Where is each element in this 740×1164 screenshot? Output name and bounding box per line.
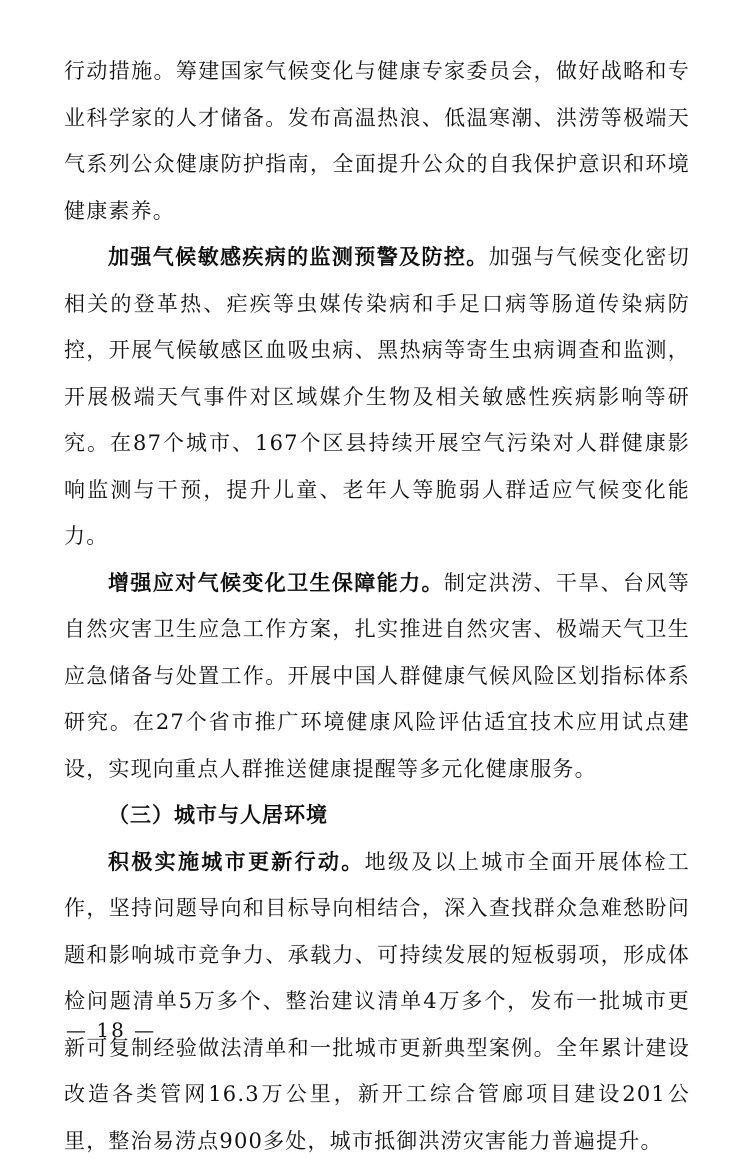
document-body xyxy=(64,48,690,1164)
paragraph-urban-renewal xyxy=(64,839,690,1164)
paragraph-text: 地级及以上城市全面开展体检工作，坚持问题导向和目标导向相结合，深入查找群众急难愁盼问题和影响城市竞争力、承载力、可持续发展的短板弱项，形成体检问题清单5万多个、整治建议清单4万多个，发布一批城市更新可复制经验做法清单和一批城市更新典型案例。全年累计建设改造各类管网16.3万公里，新开工综合管廊项目建设201公里，整治易涝点900多处，城市抵御洪涝灾害能力普遍提升。 xyxy=(64,850,690,1153)
paragraph-disease-monitoring xyxy=(64,234,690,560)
paragraph-health-support xyxy=(64,560,690,793)
paragraph-lead: 增强应对气候变化卫生保障能力。 xyxy=(108,570,444,595)
paragraph-text: 加强与气候变化密切相关的登革热、疟疾等虫媒传染病和手足口病等肠道传染病防控，开展气候敏感区血吸虫病、黑热病等寄生虫病调查和监测，开展极端天气事件对区域媒介生物及相关敏感性疾病影响等研究。在87个城市、167个区县持续开展空气污染对人群健康影响监测与干预，提升儿童、老年人等脆弱人群适应气候变化能力。 xyxy=(64,245,690,548)
page-number: — 18 — xyxy=(66,1018,156,1042)
paragraph-text: 制定洪涝、干旱、台风等自然灾害卫生应急工作方案，扎实推进自然灾害、极端天气卫生应急储备与处置工作。开展中国人群健康气候风险区划指标体系研究。在27个省市推广环境健康风险评估适宜技术应用试点建设，实现向重点人群推送健康提醒等多元化健康服务。 xyxy=(64,571,690,781)
paragraph-lead: 加强气候敏感疾病的监测预警及防控。 xyxy=(108,244,489,269)
paragraph-lead: 积极实施城市更新行动。 xyxy=(108,849,365,874)
paragraph-continuation: 行动措施。筹建国家气候变化与健康专家委员会，做好战略和专业科学家的人才储备。发布高温热浪、低温寒潮、洪涝等极端天气系列公众健康防护指南，全面提升公众的自我保护意识和环境健康素养。 xyxy=(64,48,690,234)
section-heading: （三）城市与人居环境 xyxy=(64,792,690,839)
